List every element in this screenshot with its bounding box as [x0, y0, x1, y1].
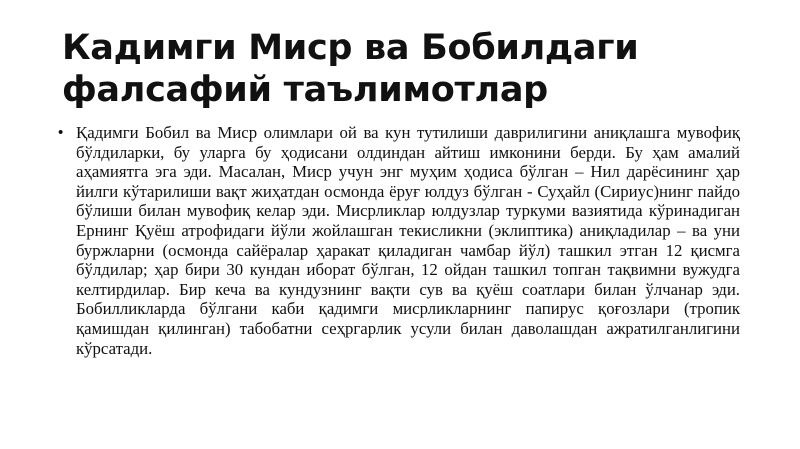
bullet-icon: •	[58, 124, 64, 141]
slide-title	[62, 27, 762, 111]
slide-content-list	[58, 123, 740, 358]
bullet-item	[58, 123, 740, 358]
slide-title-line-2: фалсафий таълимотлар	[62, 70, 548, 110]
bullet-text: Қадимги Бобил ва Миср олимлари ой ва кун тутилиши даврилигини аниқлашга мувофиқ бўлдиларки, бу уларга бу ҳодисани олдиндан айтиш имконини берди. Бу ҳам амалий аҳамиятга эга эди. Масалан, Миср учун энг муҳим ҳодиса бўлган – Нил дарёсининг ҳар йилги кўтарилиши вақт жиҳатдан осмонда ёруғ юлдуз бўлган - Суҳайл (Сириус)нинг пайдо бўлиши билан мувофиқ келар эди. Мисрликлар юлдузлар туркуми вазиятида кўринадиган Ернинг Қуёш атрофидаги йўли жойлашган текисликни (эклиптика) аниқладилар – ва уни буржларни (осмонда сайёралар ҳаракат қиладиган чамбар йўл) ташкил этган 12 қисмга бўлдилар; ҳар бири 30 кундан иборат бўлган, 12 ойдан ташкил топган тақвимни вужудга келтирдилар. Бир кеча ва кундузнинг вақти сув ва қуёш соатлари билан ўлчанар эди. Бобилликларда бўлгани каби қадимги мисрликларнинг папирус қоғозлари (тропик қамишдан қилинган) табобатни сеҳргарлик усули билан даволашдан ажратилганлигини кўрсатади.	[76, 123, 740, 358]
slide-title-line-1: Кадимги Миср ва Бобилдаги	[62, 28, 639, 68]
